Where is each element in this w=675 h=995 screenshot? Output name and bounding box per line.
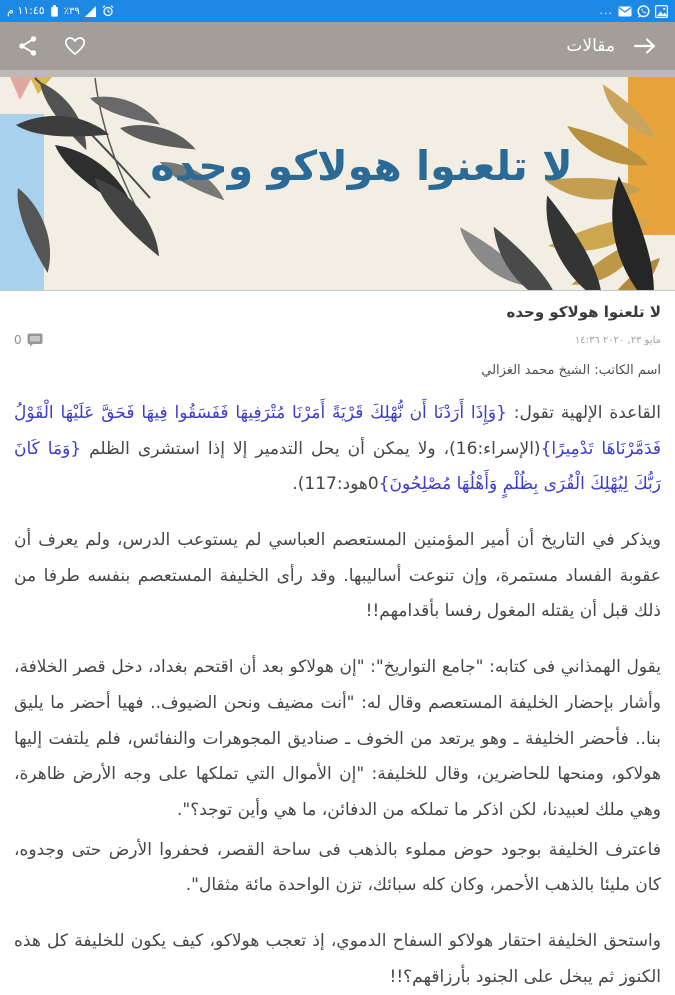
author-line: اسم الكاتب: الشيخ محمد الغزالي <box>481 363 661 378</box>
banner-title: لا تلعنوا هولاكو وحده <box>150 142 573 190</box>
comments-count: 0 <box>14 333 22 347</box>
paragraph: يقول الهمذاني فى كتابه: "جامع التواريخ": "إن هولاكو بعد أن اقتحم بغداد، دخل قصر الخلافة، وأشار بإحضار الخليفة المستعصم وقال له: "أنت مضيف ونحن الضيوف.. فهيا أحضر ما يليق بنا.. فأحضر الخليفة ـ وهو يرتعد من الخوف ـ صناديق المجوهرات والنفائس، فلم يلتفت إليها هولاكو، ومنحها للحاضرين، وقال للخليفة: "إن الأموال التي تملكها على وجه الأرض ظاهرة، وهي ملك لعبيدنا، لكن اذكر ما تملكه من الدفائن، ما هي وأين توجد؟". <box>14 657 661 820</box>
article-title: لا تلعنوا هولاكو وحده <box>506 303 661 321</box>
status-left-group <box>7 0 114 22</box>
clock-text: ١١:٤٥ م <box>7 4 45 17</box>
more-notifications-text: ... <box>599 4 613 17</box>
article-card <box>0 290 675 995</box>
screenshot-notification-icon <box>655 5 668 18</box>
share-button[interactable] <box>18 35 38 57</box>
favorite-button[interactable] <box>64 36 86 56</box>
status-right-group <box>600 5 669 18</box>
screen-title: مقالات <box>566 36 615 56</box>
comments-indicator[interactable] <box>14 333 43 347</box>
app-bar <box>0 22 675 70</box>
status-bar <box>0 0 675 22</box>
battery-icon <box>50 4 59 18</box>
email-notification-icon <box>618 6 632 17</box>
paragraph: فاعترف الخليفة بوجود حوض مملوء بالذهب فى ساحة القصر، فحفروا الأرض حتى وجدوه، كان مليئا بالذهب الأحمر، وكان كله سبائك، تزن الواحدة مائة مثقال". <box>14 839 661 896</box>
app-bar-title-group <box>566 36 657 56</box>
battery-percent-text: ٣٩٪ <box>63 5 80 17</box>
article-header-image <box>0 70 675 290</box>
paragraph: واستحق الخليفة احتقار هولاكو السفاح الدموي، إذ تعجب هولاكو، كيف يكون للخليفة كل هذه الكنوز ثم يبخل على الجنود بأرزاقهم؟!! <box>14 930 661 987</box>
quran-verse-2: {وَمَا كَانَ رَبُّكَ لِيُهْلِكَ الْقُرَى بِظُلْمٍ وَأَهْلُهَا مُصْلِحُونَ} <box>14 438 661 495</box>
app-bar-actions <box>18 35 86 57</box>
back-arrow-icon <box>633 37 657 55</box>
comment-bubble-icon <box>27 333 43 347</box>
article-meta-row <box>14 333 661 347</box>
p1-intro: القاعدة الإلهية تقول: <box>506 403 661 423</box>
paragraph-quranic <box>14 396 661 503</box>
publish-date: مايو ٢٣, ٢٠٢٠ ١٤:٣٦ <box>574 334 661 346</box>
signal-icon <box>85 6 97 17</box>
article-body <box>14 396 661 995</box>
heart-icon <box>64 36 86 56</box>
quran-verse-1: {وَإِذَا أَرَدْنَا أَن نُّهْلِكَ قَرْيَةً أَمَرْنَا مُتْرَفِيهَا فَفَسَقُوا فِيهَا فَحَقَّ عَلَيْهَا الْقَوْلُ فَدَمَّرْنَاهَا تَدْمِيرًا} <box>14 403 661 459</box>
p1-mid: (الإسراء:16)، ولا يمكن أن يحل التدمير إلا إذا استشرى الظلم <box>81 438 541 459</box>
p1-end: 0هود:117). <box>292 474 379 495</box>
back-button[interactable] <box>633 37 657 55</box>
whatsapp-notification-icon <box>637 5 650 18</box>
alarm-icon <box>102 5 114 17</box>
share-icon <box>18 35 38 57</box>
paragraph: ويذكر في التاريخ أن أمير المؤمنين المستعصم العباسي لم يستوعب الدرس، ولم يعرف أن عقوبة الفساد مستمرة، وإن تنوعت أساليبها. وقد رأى الخليفة المستعصم بنفسه طرفا من ذلك قبل أن يقتله المغول رفسا بأقدامهم!! <box>14 530 661 622</box>
